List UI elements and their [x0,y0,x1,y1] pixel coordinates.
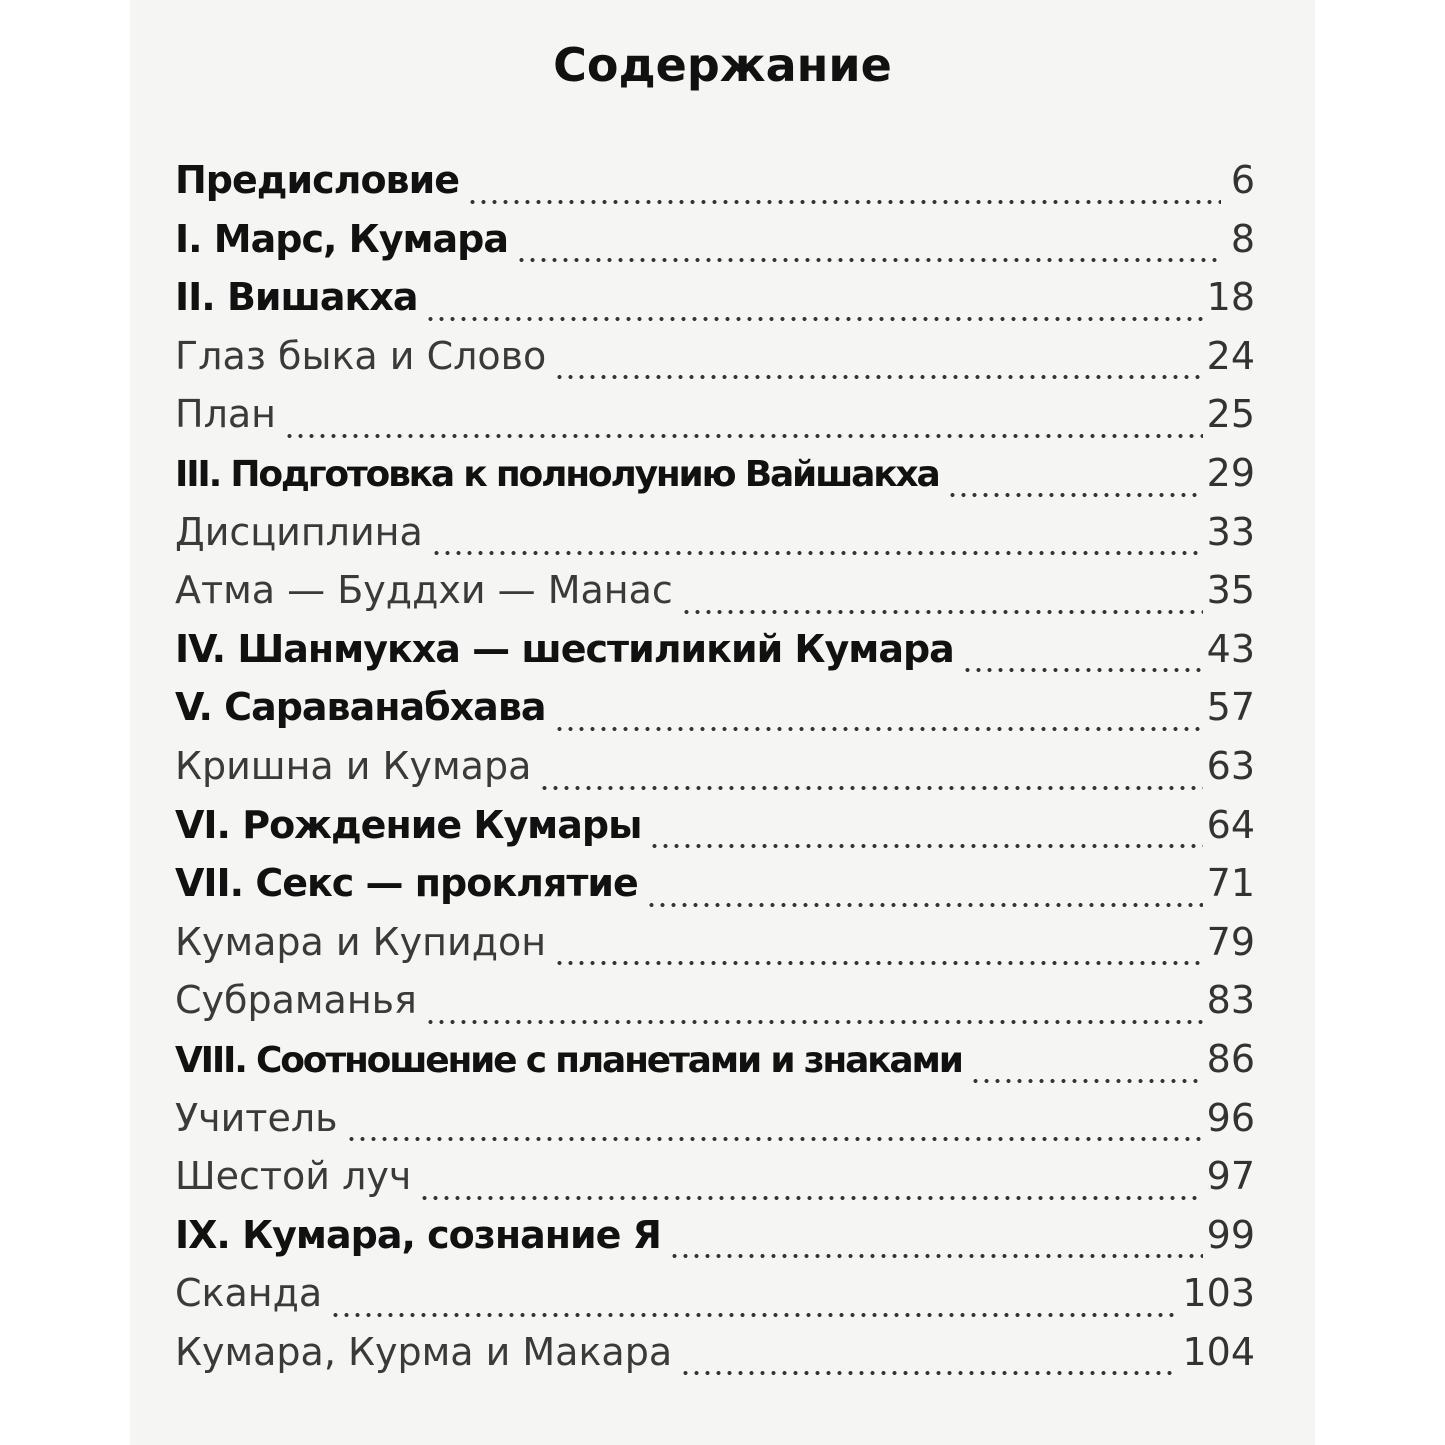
dot-leader [516,257,1221,263]
toc-entry [175,392,1255,451]
toc-entry-page-number: 103 [1182,1271,1255,1316]
toc-entry [175,920,1255,979]
toc-entry-page-number: 29 [1206,450,1255,495]
toc-entry [175,1037,1255,1096]
toc-entry [175,803,1255,862]
toc-entry [175,275,1255,334]
toc-entry [175,158,1255,217]
dot-leader [330,1312,1178,1318]
toc-entry-title: Учитель [175,1095,338,1140]
toc-entry [175,685,1255,744]
dot-leader [431,550,1203,556]
dot-leader [284,433,1203,439]
toc-entry [175,1096,1255,1155]
toc-entry-page-number: 8 [1230,216,1255,261]
toc-entry-title: План [175,392,276,437]
toc-entry-page-number: 79 [1206,919,1255,964]
toc-entry-title: Атма — Буддхи — Манас [175,568,673,613]
dot-leader [467,199,1221,205]
toc-entry-page-number: 18 [1206,275,1255,320]
toc-entry-page-number: 6 [1230,158,1255,202]
toc-entry-page-number: 99 [1206,1212,1255,1257]
toc-entry-title: Кумара и Купидон [175,919,547,964]
dot-leader [419,1195,1202,1201]
toc-entry-page-number: 33 [1206,509,1255,554]
dot-leader [681,609,1203,615]
toc-entry-title: Субраманья [175,978,417,1023]
dot-leader [680,1370,1178,1376]
toc-entry [175,1154,1255,1213]
toc-entry [175,861,1255,920]
toc-entry-page-number: 64 [1206,802,1255,847]
dot-leader [649,843,1202,849]
toc-entry-title: Шестой луч [175,1154,412,1199]
toc-entry [175,451,1255,510]
book-page [130,0,1315,1445]
toc-entry-page-number: 35 [1206,568,1255,613]
dot-leader [554,374,1202,380]
dot-leader [425,316,1202,322]
toc-entry [175,978,1255,1037]
toc-entry-title: I. Марс, Кумара [175,216,509,261]
toc-entry-title: VIII. Соотношение с планетами и знаками [175,1039,962,1081]
dot-leader [947,492,1203,498]
toc-entry-page-number: 96 [1206,1095,1255,1140]
toc-entry-page-number: 97 [1206,1154,1255,1199]
toc-entry-title: Предисловие [175,158,460,202]
page-title: Содержание [553,38,892,92]
toc-entry-title: Кришна и Кумара [175,743,532,788]
toc-entry-page-number: 24 [1206,333,1255,378]
toc-entry-page-number: 25 [1206,392,1255,437]
toc-entry [175,510,1255,569]
toc-entry [175,1271,1255,1330]
toc-entry [175,744,1255,803]
toc-entry [175,334,1255,393]
dot-leader [962,667,1203,673]
dot-leader [346,1136,1203,1142]
toc-entry-page-number: 43 [1206,626,1255,671]
dot-leader [669,1253,1203,1259]
toc-entry-title: IX. Кумара, сознание Я [175,1212,661,1257]
dot-leader [554,960,1203,966]
toc-entry [175,1330,1255,1389]
dot-leader [554,726,1203,732]
dot-leader [646,902,1203,908]
toc-entry-title: V. Сараванабхава [175,685,546,730]
toc-entry-page-number: 71 [1206,861,1255,906]
dot-leader [539,785,1202,791]
toc-entry [175,627,1255,686]
toc-entry-page-number: 104 [1182,1329,1255,1374]
toc-entry-page-number: 83 [1206,978,1255,1023]
toc-entry-title: VII. Секс — проклятие [175,861,638,906]
toc-entry [175,217,1255,276]
toc-entry-title: Дисциплина [175,509,423,554]
dot-leader [970,1078,1203,1084]
table-of-contents [175,158,1255,1388]
toc-entry-title: IV. Шанмукха — шестиликий Кумара [175,626,954,671]
toc-entry [175,568,1255,627]
toc-entry-title: Сканда [175,1271,323,1316]
toc-entry-page-number: 57 [1206,685,1255,730]
toc-entry-page-number: 63 [1206,743,1255,788]
toc-entry-title: Кумара, Курма и Макара [175,1329,673,1374]
dot-leader [425,1019,1203,1025]
toc-entry-title: Глаз быка и Слово [175,333,547,378]
toc-entry-page-number: 86 [1206,1036,1255,1081]
toc-entry-title: VI. Рождение Кумары [175,802,642,847]
toc-entry-title: III. Подготовка к полнолунию Вайшакха [175,453,939,495]
toc-entry [175,1213,1255,1272]
toc-entry-title: II. Вишакха [175,275,418,320]
